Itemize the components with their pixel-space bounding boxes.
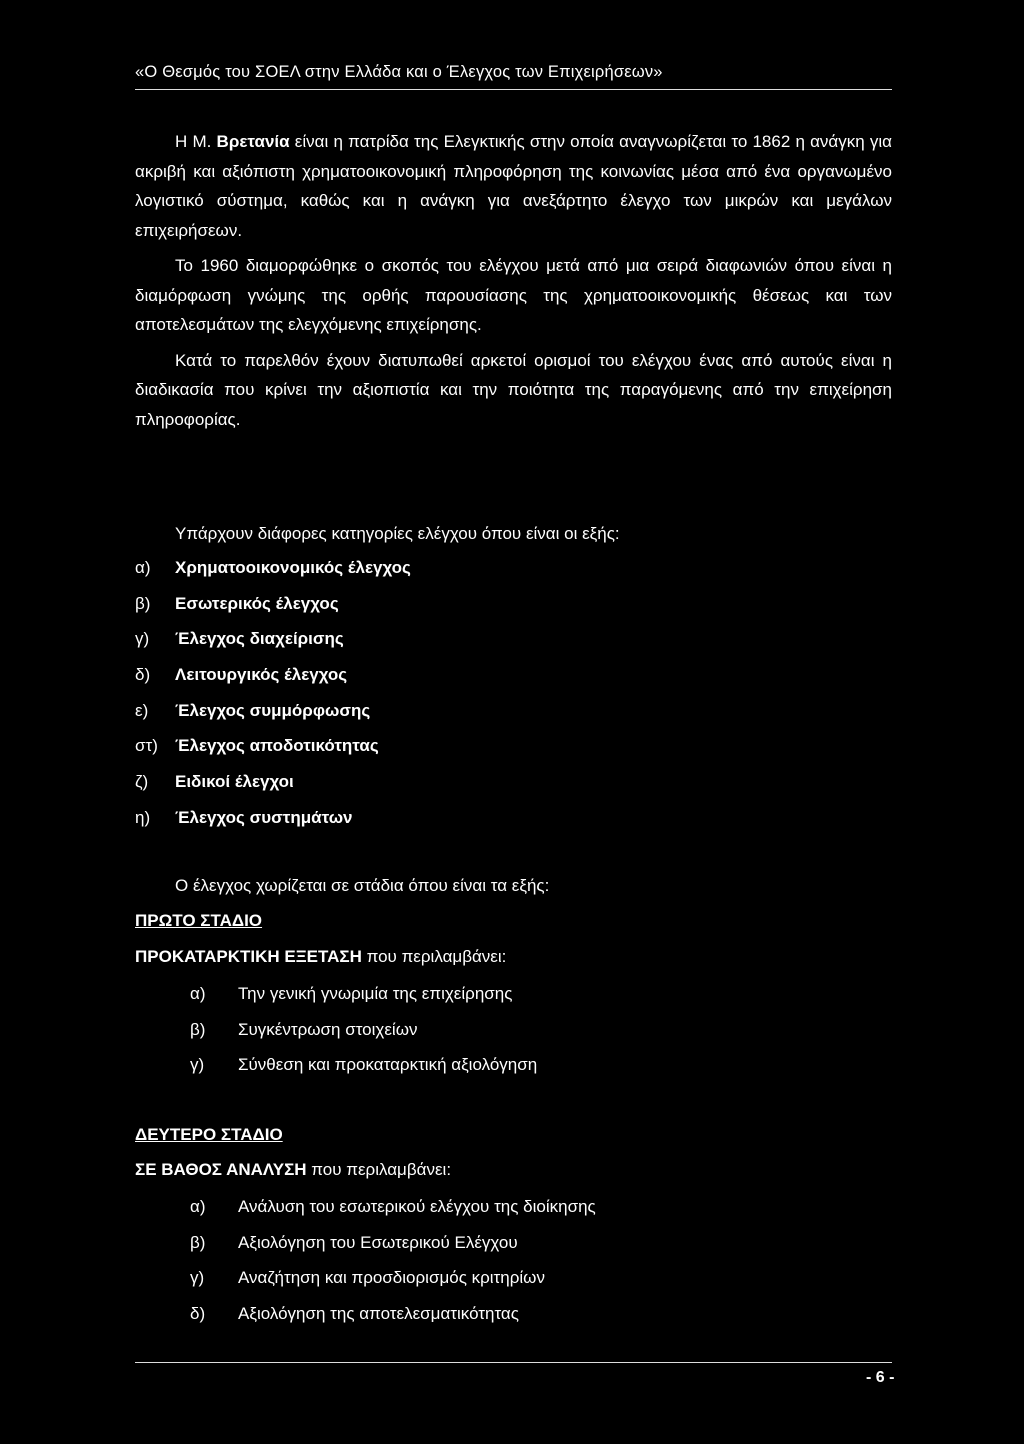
list-item [135, 629, 835, 665]
list-label: γ) [135, 629, 150, 649]
list-item [190, 1055, 840, 1091]
categories-lead: Υπάρχουν διάφορες κατηγορίες ελέγχου όπου είναι οι εξής: [175, 524, 620, 543]
list-text: Ανάλυση του εσωτερικού ελέγχου της διοίκησης [238, 1197, 596, 1216]
intro-p1-rest: είναι η πατρίδα της Ελεγκτικής στην οποία αναγνωρίζεται το 1862 η ανάγκη για ακριβή και αξιόπιστη χρηματοοικονομική πληροφόρηση της κοινωνίας μέσα από ένα οργανωμένο λογιστικό σύστημα, καθώς και η ανάγκη για ανεξάρτητο έλεγχο των μικρών και μεγάλων επιχειρήσεων. [135, 132, 892, 240]
list-item [190, 1020, 840, 1056]
running-header: «Ο Θεσμός του ΣΟΕΛ στην Ελλάδα και ο Έλεγχος των Επιχειρήσεων» [135, 63, 663, 81]
list-text: Αξιολόγηση του Εσωτερικού Ελέγχου [238, 1232, 518, 1252]
intro-paragraph-2: Το 1960 διαμορφώθηκε ο σκοπός του ελέγχου μετά από μια σειρά διαφωνιών όπου είναι η διαμόρφωση γνώμης της ορθής παρουσίασης της χρηματοοικονομικής θέσεως και των αποτελεσμάτων της ελεγχόμενης επιχείρησης. [135, 256, 892, 334]
list-label: δ) [190, 1303, 206, 1323]
list-item [135, 594, 835, 630]
list-item [190, 1197, 840, 1233]
second-stage-list [190, 1197, 840, 1339]
second-stage-title: ΔΕΥΤΕΡΟ ΣΤΑΔΙΟ [135, 1125, 283, 1144]
list-label: α) [135, 558, 151, 577]
list-label: β) [190, 1019, 206, 1039]
first-stage-subtitle-bold: ΠΡΟΚΑΤΑΡΚΤΙΚΗ ΕΞΕΤΑΣΗ [135, 947, 362, 966]
list-text: Έλεγχος συστημάτων [175, 807, 353, 827]
intro-paragraph-3: Κατά το παρελθόν έχουν διατυπωθεί αρκετοί ορισμοί του ελέγχου ένας από αυτούς είναι η διαδικασία που κρίνει την αξιοπιστία και την ποιότητα της παραγόμενης από την επιχείρηση πληροφορίας. [135, 350, 892, 429]
footer-divider [135, 1362, 892, 1363]
list-text: Αξιολόγηση της αποτελεσματικότητας [238, 1303, 519, 1323]
stages-lead: Ο έλεγχος χωρίζεται σε στάδια όπου είναι τα εξής: [175, 876, 550, 895]
second-stage-subtitle-bold: ΣΕ ΒΑΘΟΣ ΑΝΑΛΥΣΗ [135, 1160, 307, 1179]
categories-list [135, 558, 835, 844]
list-label: β) [190, 1232, 206, 1252]
list-item [135, 772, 835, 808]
first-stage-title: ΠΡΩΤΟ ΣΤΑΔΙΟ [135, 911, 263, 930]
list-text: Χρηματοοικονομικός έλεγχος [175, 558, 411, 577]
list-text: Έλεγχος αποδοτικότητας [175, 736, 379, 756]
intro-p1-prefix: Η Μ. [175, 132, 217, 151]
list-text: Συγκέντρωση στοιχείων [238, 1019, 418, 1039]
list-text: Έλεγχος διαχείρισης [175, 629, 344, 649]
header-divider [135, 89, 892, 90]
intro-paragraph-1 [135, 127, 892, 245]
list-text: Την γενική γνωριμία της επιχείρησης [238, 984, 513, 1003]
list-item [135, 665, 835, 701]
list-text: Έλεγχος συμμόρφωσης [175, 700, 371, 720]
list-item [190, 1268, 840, 1304]
list-label: ε) [135, 700, 149, 720]
list-text: Ειδικοί έλεγχοι [175, 772, 294, 792]
list-item [135, 808, 835, 844]
list-item [135, 736, 835, 772]
list-label: ζ) [135, 772, 149, 792]
list-item [190, 1304, 840, 1340]
list-item [135, 558, 835, 594]
list-label: η) [135, 807, 151, 827]
list-text: Λειτουργικός έλεγχος [175, 665, 348, 685]
list-label: στ) [135, 736, 158, 756]
list-label: γ) [190, 1055, 205, 1074]
list-item [190, 1233, 840, 1269]
list-text: Εσωτερικός έλεγχος [175, 593, 339, 613]
first-stage-list [190, 984, 840, 1091]
list-label: γ) [190, 1268, 205, 1287]
list-item [135, 701, 835, 737]
intro-p1-bold: Βρετανία [216, 132, 290, 151]
page-number: - 6 - [866, 1369, 895, 1386]
first-stage-subtitle-rest: που περιλαμβάνει: [361, 947, 507, 966]
list-text: Αναζήτηση και προσδιορισμός κριτηρίων [238, 1268, 545, 1287]
second-stage-subtitle [135, 1160, 892, 1180]
list-text: Σύνθεση και προκαταρκτική αξιολόγηση [238, 1055, 538, 1074]
second-stage-subtitle-rest: που περιλαμβάνει: [306, 1160, 452, 1179]
list-label: δ) [135, 665, 151, 685]
list-label: α) [190, 1197, 206, 1216]
list-item [190, 984, 840, 1020]
first-stage-subtitle [135, 947, 892, 967]
list-label: β) [135, 593, 151, 613]
list-label: α) [190, 984, 206, 1003]
intro-section [135, 127, 892, 434]
